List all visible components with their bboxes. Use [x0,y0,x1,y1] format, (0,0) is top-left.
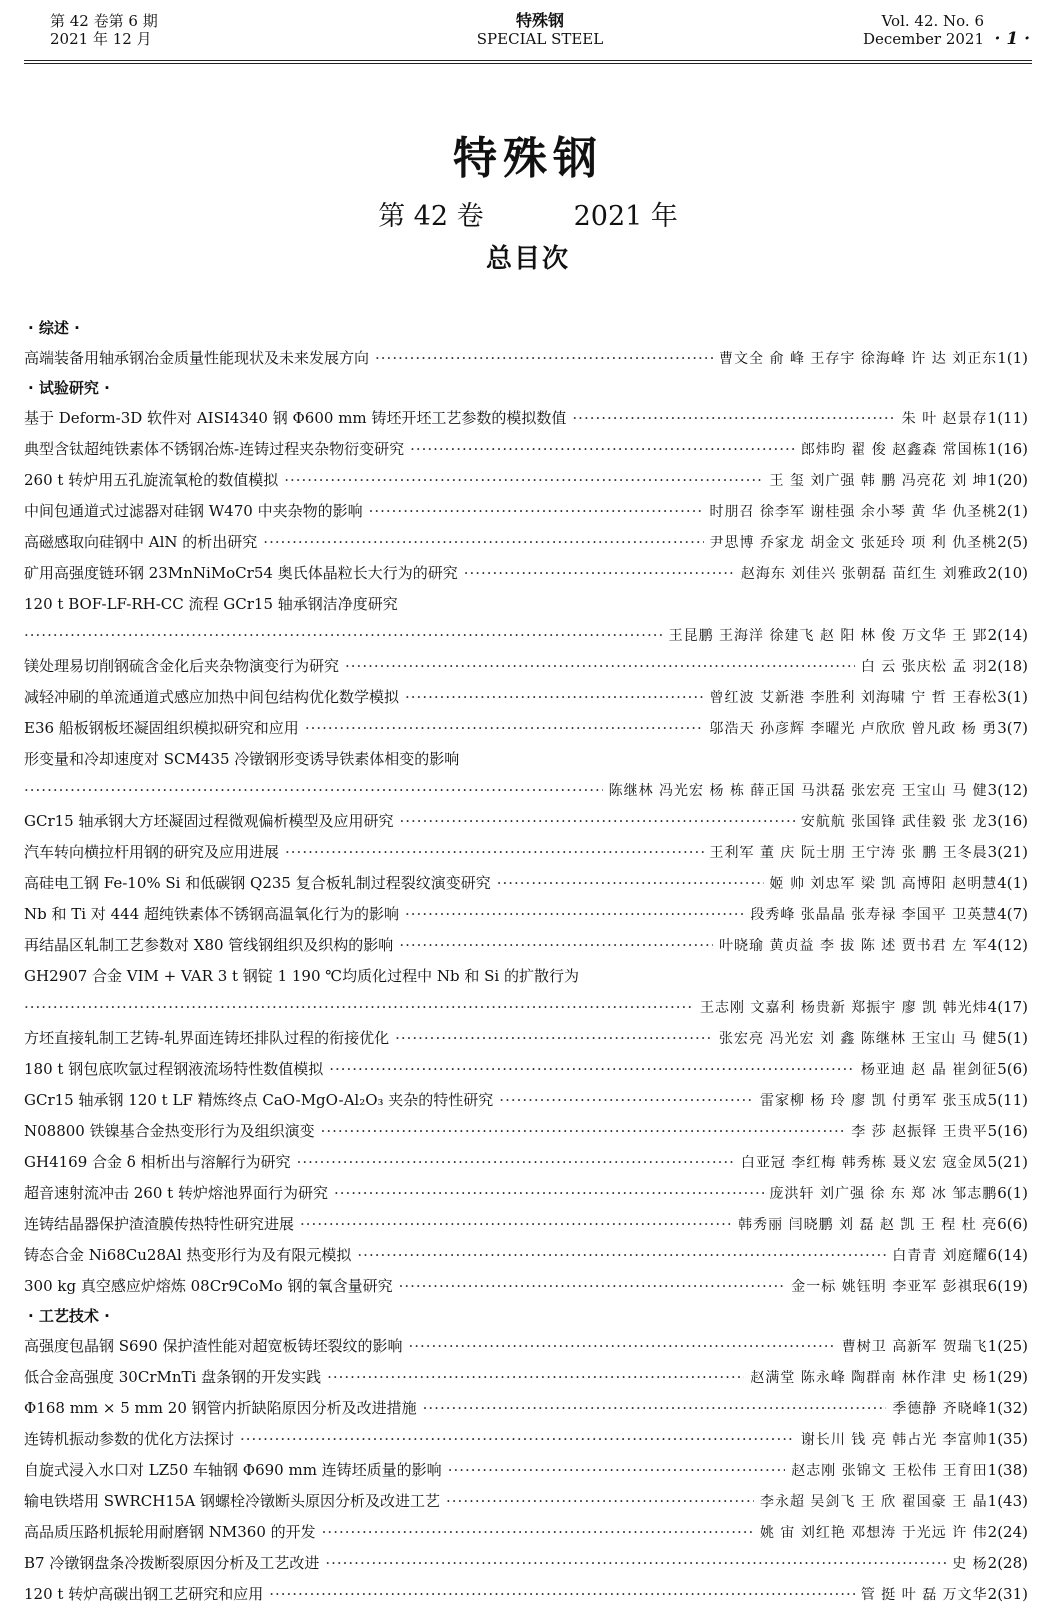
toc-entry[interactable] [24,1147,1028,1178]
entry-page: 4(7) [997,905,1028,923]
entry-title[interactable]: 典型含钛超纯铁素体不锈钢冶炼-连铸过程夹杂物衍变研究 [24,440,405,458]
entry-authors: 邬浩天 孙彦辉 李曜光 卢欣欣 曾凡政 杨 勇 [709,721,998,737]
toc-entry[interactable] [24,1178,1028,1209]
toc-entry[interactable] [24,1271,1028,1302]
volume-label: 第 42 卷 [378,201,484,232]
entry-authors: 王 玺 刘广强 韩 鹏 冯亮花 刘 坤 [769,473,988,489]
leader-dots [240,1424,795,1455]
toc-entry[interactable] [24,1517,1028,1548]
running-header [50,12,1030,58]
page-title: 特殊钢 [453,133,603,184]
entry-page: 5(16) [987,1122,1028,1140]
entry-title[interactable]: GH4169 合金 δ 相析出与溶解行为研究 [24,1153,291,1171]
leader-dots [325,1548,946,1579]
leader-dots [321,1116,846,1147]
toc-entry[interactable] [24,558,1028,589]
leader-dots [327,1362,744,1393]
toc-entry[interactable] [24,527,1028,558]
leader-dots [497,868,764,899]
entry-page: 5(11) [987,1091,1028,1109]
entry-page: 6(19) [987,1277,1028,1295]
entry-authors: 段秀峰 张晶晶 张寿禄 李国平 卫英慧 [750,907,998,923]
entry-title[interactable]: 基于 Deform-3D 软件对 AISI4340 钢 Φ600 mm 铸坯开坯工艺参数的模拟数值 [24,409,567,427]
entry-authors: 白青青 刘庭耀 [892,1248,988,1264]
entry-authors: 赵志刚 张锦文 王松伟 王育田 [791,1463,988,1479]
entry-page: 2(5) [997,533,1028,551]
entry-page: 1(20) [987,471,1028,489]
leader-dots [446,1486,754,1517]
journal-name-cn: 特殊钢 [515,11,564,30]
toc-entry[interactable] [24,868,1028,899]
entry-title[interactable]: 180 t 钢包底吹氩过程钢液流场特性数值模拟 [24,1060,324,1078]
section-heading: · 工艺技术 · [28,1307,110,1325]
entry-page: 1(16) [987,440,1028,458]
entry-title[interactable]: 高磁感取向硅钢中 AlN 的析出研究 [24,533,258,551]
leader-dots [499,1085,754,1116]
entry-page: 5(1) [997,1029,1028,1047]
entry-title[interactable]: E36 船板钢板坯凝固组织模拟研究和应用 [24,719,299,737]
entry-page: 3(21) [987,843,1028,861]
entry-page: 6(14) [987,1246,1028,1264]
page-number: · 1 · [994,29,1030,49]
entry-authors: 李 莎 赵振铎 王贵平 [851,1124,988,1140]
entry-authors: 李永超 吴剑飞 王 欣 翟国豪 王 晶 [759,1494,988,1510]
leader-dots [285,837,703,868]
entry-authors: 曾红波 艾新港 李胜利 刘海啸 宁 哲 王春松 [709,690,998,706]
leader-dots [369,496,704,527]
entry-page: 3(7) [997,719,1028,737]
toc-entry-title-line[interactable] [24,961,1028,992]
entry-title[interactable]: 形变量和冷却速度对 SCM435 冷镦钢形变诱导铁素体相变的影响 [24,750,460,768]
entry-authors: 庞洪轩 刘广强 徐 东 郑 冰 邹志鹏 [769,1186,998,1202]
entry-authors: 朱 叶 赵景存 [901,411,988,427]
toc-entry[interactable] [24,465,1028,496]
leader-dots [572,403,895,434]
leader-dots [305,713,704,744]
entry-page: 2(24) [987,1523,1028,1541]
toc-entry[interactable] [24,1209,1028,1240]
entry-title[interactable]: GH2907 合金 VIM + VAR 3 t 钢锭 1 190 ℃均质化过程中 Nb 和 Si 的扩散行为 [24,967,579,985]
leader-dots [297,1147,735,1178]
entry-page: 1(1) [997,349,1028,367]
leader-dots [263,527,703,558]
toc-entry [24,992,1028,1023]
entry-title[interactable]: 低合金高强度 30CrMnTi 盘条钢的开发实践 [24,1368,322,1386]
entry-title[interactable]: 输电铁塔用 SWRCH15A 钢螺栓冷镦断头原因分析及改进工艺 [24,1492,441,1510]
toc-entry[interactable] [24,1116,1028,1147]
toc-entry [24,775,1028,806]
entry-authors: 尹思博 乔家龙 胡金文 张延玲 项 利 仇圣桃 [709,535,998,551]
entry-title[interactable]: Nb 和 Ti 对 444 超纯铁素体不锈钢高温氧化行为的影响 [24,905,400,923]
leader-dots [300,1209,732,1240]
toc-entry[interactable] [24,1424,1028,1455]
toc-entry[interactable] [24,434,1028,465]
entry-page: 1(25) [987,1337,1028,1355]
entry-authors: 王利军 董 庆 阮士朋 王宁涛 张 鹏 王冬晨 [709,845,988,861]
toc-entry[interactable] [24,1455,1028,1486]
toc-entry[interactable] [24,496,1028,527]
entry-title[interactable]: 超音速射流冲击 260 t 转炉熔池界面行为研究 [24,1184,328,1202]
entry-authors: 管 挺 叶 磊 万文华 [860,1587,988,1603]
toc-entry[interactable] [24,1486,1028,1517]
entry-title[interactable]: 120 t BOF-LF-RH-CC 流程 GCr15 轴承钢洁净度研究 [24,595,398,613]
toc-entry[interactable] [24,1331,1028,1362]
toc-entry[interactable] [24,1085,1028,1116]
year-label: 2021 年 [573,201,678,232]
leader-dots [448,1455,786,1486]
entry-title[interactable]: 260 t 转炉用五孔旋流氧枪的数值模拟 [24,471,279,489]
entry-title[interactable]: 汽车转向横拉杆用钢的研究及应用进展 [24,843,280,861]
entry-authors: 雷家柳 杨 玲 廖 凯 付勇军 张玉成 [759,1093,988,1109]
section-heading: · 试验研究 · [28,379,110,397]
toc-entry[interactable] [24,1579,1028,1610]
entry-page: 5(21) [987,1153,1028,1171]
toc-entry[interactable] [24,1240,1028,1271]
leader-dots [408,1331,835,1362]
entry-page: 5(6) [997,1060,1028,1078]
entry-title[interactable]: 高强度包晶钢 S690 保护渣性能对超宽板铸坯裂纹的影响 [24,1337,403,1355]
entry-title[interactable]: 高端装备用轴承钢冶金质量性能现状及未来发展方向 [24,349,370,367]
entry-page: 1(38) [987,1461,1028,1479]
entry-page: 6(6) [997,1215,1028,1233]
leader-dots [345,651,855,682]
entry-authors: 曹文全 俞 峰 王存宇 徐海峰 许 达 刘正东 [719,351,998,367]
entry-page: 1(35) [987,1430,1028,1448]
entry-title[interactable]: 矿用高强度链环钢 23MnNiMoCr54 奥氏体晶粒长大行为的研究 [24,564,458,582]
entry-page: 2(28) [987,1554,1028,1572]
toc-entry-title-line[interactable] [24,589,1028,620]
entry-title[interactable]: 连铸结晶器保护渣渣膜传热特性研究进展 [24,1215,295,1233]
leader-dots [405,899,744,930]
leader-dots [24,620,663,651]
entry-page: 2(10) [987,564,1028,582]
entry-title[interactable]: GCr15 轴承钢 120 t LF 精炼终点 CaO-MgO-Al₂O₃ 夹杂的特性研究 [24,1091,494,1109]
header-rule-top [24,60,1032,61]
entry-authors: 赵海东 刘佳兴 张朝磊 苗红生 刘雅政 [740,566,988,582]
toc-entry[interactable] [24,1023,1028,1054]
entry-page: 2(18) [987,657,1028,675]
leader-dots [395,1023,713,1054]
entry-title[interactable]: 120 t 转炉高碳出钢工艺研究和应用 [24,1585,264,1603]
entry-page: 2(14) [987,626,1028,644]
toc-entry[interactable] [24,651,1028,682]
leader-dots [24,775,603,806]
toc-entry[interactable] [24,1548,1028,1579]
toc-entry[interactable] [24,343,1028,374]
entry-title[interactable]: 再结晶区轧制工艺参数对 X80 管线钢组织及织构的影响 [24,936,394,954]
toc-entry[interactable] [24,930,1028,961]
entry-page: 2(31) [987,1585,1028,1603]
entry-title[interactable]: 300 kg 真空感应炉熔炼 08Cr9CoMo 钢的氧含量研究 [24,1277,393,1295]
entry-title[interactable]: Φ168 mm × 5 mm 20 钢管内折缺陷原因分析及改进措施 [24,1399,417,1417]
entry-page: 6(1) [997,1184,1028,1202]
toc-entry[interactable] [24,1362,1028,1393]
table-of-contents [24,314,1028,1610]
entry-authors: 金一标 姚钰明 李亚军 彭祺珉 [791,1279,988,1295]
toc-entry[interactable] [24,899,1028,930]
entry-title[interactable]: 高硅电工钢 Fe-10% Si 和低碳钢 Q235 复合板轧制过程裂纹演变研究 [24,874,491,892]
entry-authors: 史 杨 [952,1556,988,1572]
journal-name-en: SPECIAL STEEL [476,30,604,48]
entry-authors: 赵满堂 陈永峰 陶群南 林作津 史 杨 [750,1370,988,1386]
leader-dots [423,1393,887,1424]
entry-title[interactable]: GCr15 轴承钢大方坯凝固过程微观偏析模型及应用研究 [24,812,394,830]
entry-title[interactable]: 镁处理易切削钢硫含金化后夹杂物演变行为研究 [24,657,340,675]
leader-dots [329,1054,855,1085]
entry-authors: 韩秀丽 闫晓鹏 刘 磊 赵 凯 王 程 杜 亮 [738,1217,998,1233]
entry-page: 4(12) [987,936,1028,954]
entry-title[interactable]: 连铸机振动参数的优化方法探讨 [24,1430,235,1448]
entry-page: 1(43) [987,1492,1028,1510]
entry-authors: 杨亚迪 赵 晶 崔剑征 [860,1062,998,1078]
entry-title[interactable]: B7 冷镦钢盘条冷拨断裂原因分析及工艺改进 [24,1554,320,1572]
entry-authors: 张宏亮 冯光宏 刘 鑫 陈继林 王宝山 马 健 [719,1031,998,1047]
entry-authors: 白亚冠 李红梅 韩秀栋 聂义宏 寇金凤 [740,1155,988,1171]
entry-page: 1(32) [987,1399,1028,1417]
entry-title[interactable]: 自旋式浸入水口对 LZ50 车轴钢 Φ690 mm 连铸坯质量的影响 [24,1461,442,1479]
entry-authors: 王昆鹏 王海洋 徐建飞 赵 阳 林 俊 万文华 王 郢 [668,628,988,644]
leader-dots [269,1579,855,1610]
entry-page: 3(1) [997,688,1028,706]
entry-title[interactable]: 方坯直接轧制工艺铸-轧界面连铸坯排队过程的衔接优化 [24,1029,390,1047]
entry-authors: 谢长川 钱 亮 韩占光 李富帅 [800,1432,988,1448]
leader-dots [24,992,694,1023]
toc-entry[interactable] [24,806,1028,837]
entry-authors: 安航航 张国锋 武佳毅 张 龙 [800,814,988,830]
leader-dots [399,930,713,961]
entry-page: 1(29) [987,1368,1028,1386]
entry-authors: 白 云 张庆松 孟 羽 [860,659,988,675]
entry-title[interactable]: 铸态合金 Ni68Cu28Al 热变形行为及有限元模拟 [24,1246,352,1264]
volume-line [0,194,1056,233]
toc-entry[interactable] [24,403,1028,434]
leader-dots [410,434,795,465]
toc-entry-title-line[interactable] [24,744,1028,775]
entry-authors: 叶晓瑜 黄贞益 李 拔 陈 述 贾书君 左 军 [719,938,988,954]
entry-authors: 郎炜昀 翟 俊 赵鑫森 常国栋 [800,442,988,458]
entry-authors: 姬 帅 刘忠军 梁 凯 高博阳 赵明慧 [769,876,998,892]
entry-page: 3(12) [987,781,1028,799]
issue-volume-en: Vol. 42. No. 6 [881,12,984,30]
entry-page: 3(16) [987,812,1028,830]
leader-dots [284,465,763,496]
entry-authors: 王志刚 文嘉利 杨贵新 郑振宇 廖 凯 韩光炜 [699,1000,988,1016]
entry-authors: 时朋召 徐李军 谢桂强 余小琴 黄 华 仇圣桃 [709,504,998,520]
leader-dots [322,1517,754,1548]
issue-volume-number: 第 42 卷第 6 期 [50,12,158,30]
toc-entry[interactable] [24,713,1028,744]
toc-entry[interactable] [24,1054,1028,1085]
toc-heading: 总目次 [485,244,570,274]
entry-page: 4(1) [997,874,1028,892]
leader-dots [400,806,795,837]
leader-dots [405,682,703,713]
entry-page: 1(11) [987,409,1028,427]
issue-info-en [863,12,984,48]
leader-dots [375,343,713,374]
toc-entry[interactable] [24,837,1028,868]
entry-title[interactable]: 高品质压路机振轮用耐磨钢 NM360 的开发 [24,1523,316,1541]
entry-page: 4(17) [987,998,1028,1016]
section-heading: · 综述 · [28,319,80,337]
header-rule-bottom [24,63,1032,64]
toc-entry [24,620,1028,651]
leader-dots [399,1271,786,1302]
entry-authors: 曹树卫 高新军 贺瑞飞 [841,1339,988,1355]
leader-dots [334,1178,764,1209]
issue-date-cn: 2021 年 12 月 [50,30,152,48]
entry-authors: 姚 宙 刘红艳 邓想涛 于光远 许 伟 [759,1525,988,1541]
leader-dots [464,558,735,589]
entry-title[interactable]: 减轻冲刷的单流通道式感应加热中间包结构优化数学模拟 [24,688,400,706]
entry-title[interactable]: 中间包通道式过滤器对硅钢 W470 中夹杂物的影响 [24,502,363,520]
entry-page: 2(1) [997,502,1028,520]
leader-dots [357,1240,886,1271]
entry-title[interactable]: N08800 铁镍基合金热变形行为及组织演变 [24,1122,315,1140]
entry-authors: 陈继林 冯光宏 杨 栋 薛正国 马洪磊 张宏亮 王宝山 马 健 [608,783,988,799]
issue-date-en: December 2021 [863,30,984,48]
entry-authors: 季德静 齐晓峰 [892,1401,988,1417]
toc-entry[interactable] [24,1393,1028,1424]
toc-entry[interactable] [24,682,1028,713]
